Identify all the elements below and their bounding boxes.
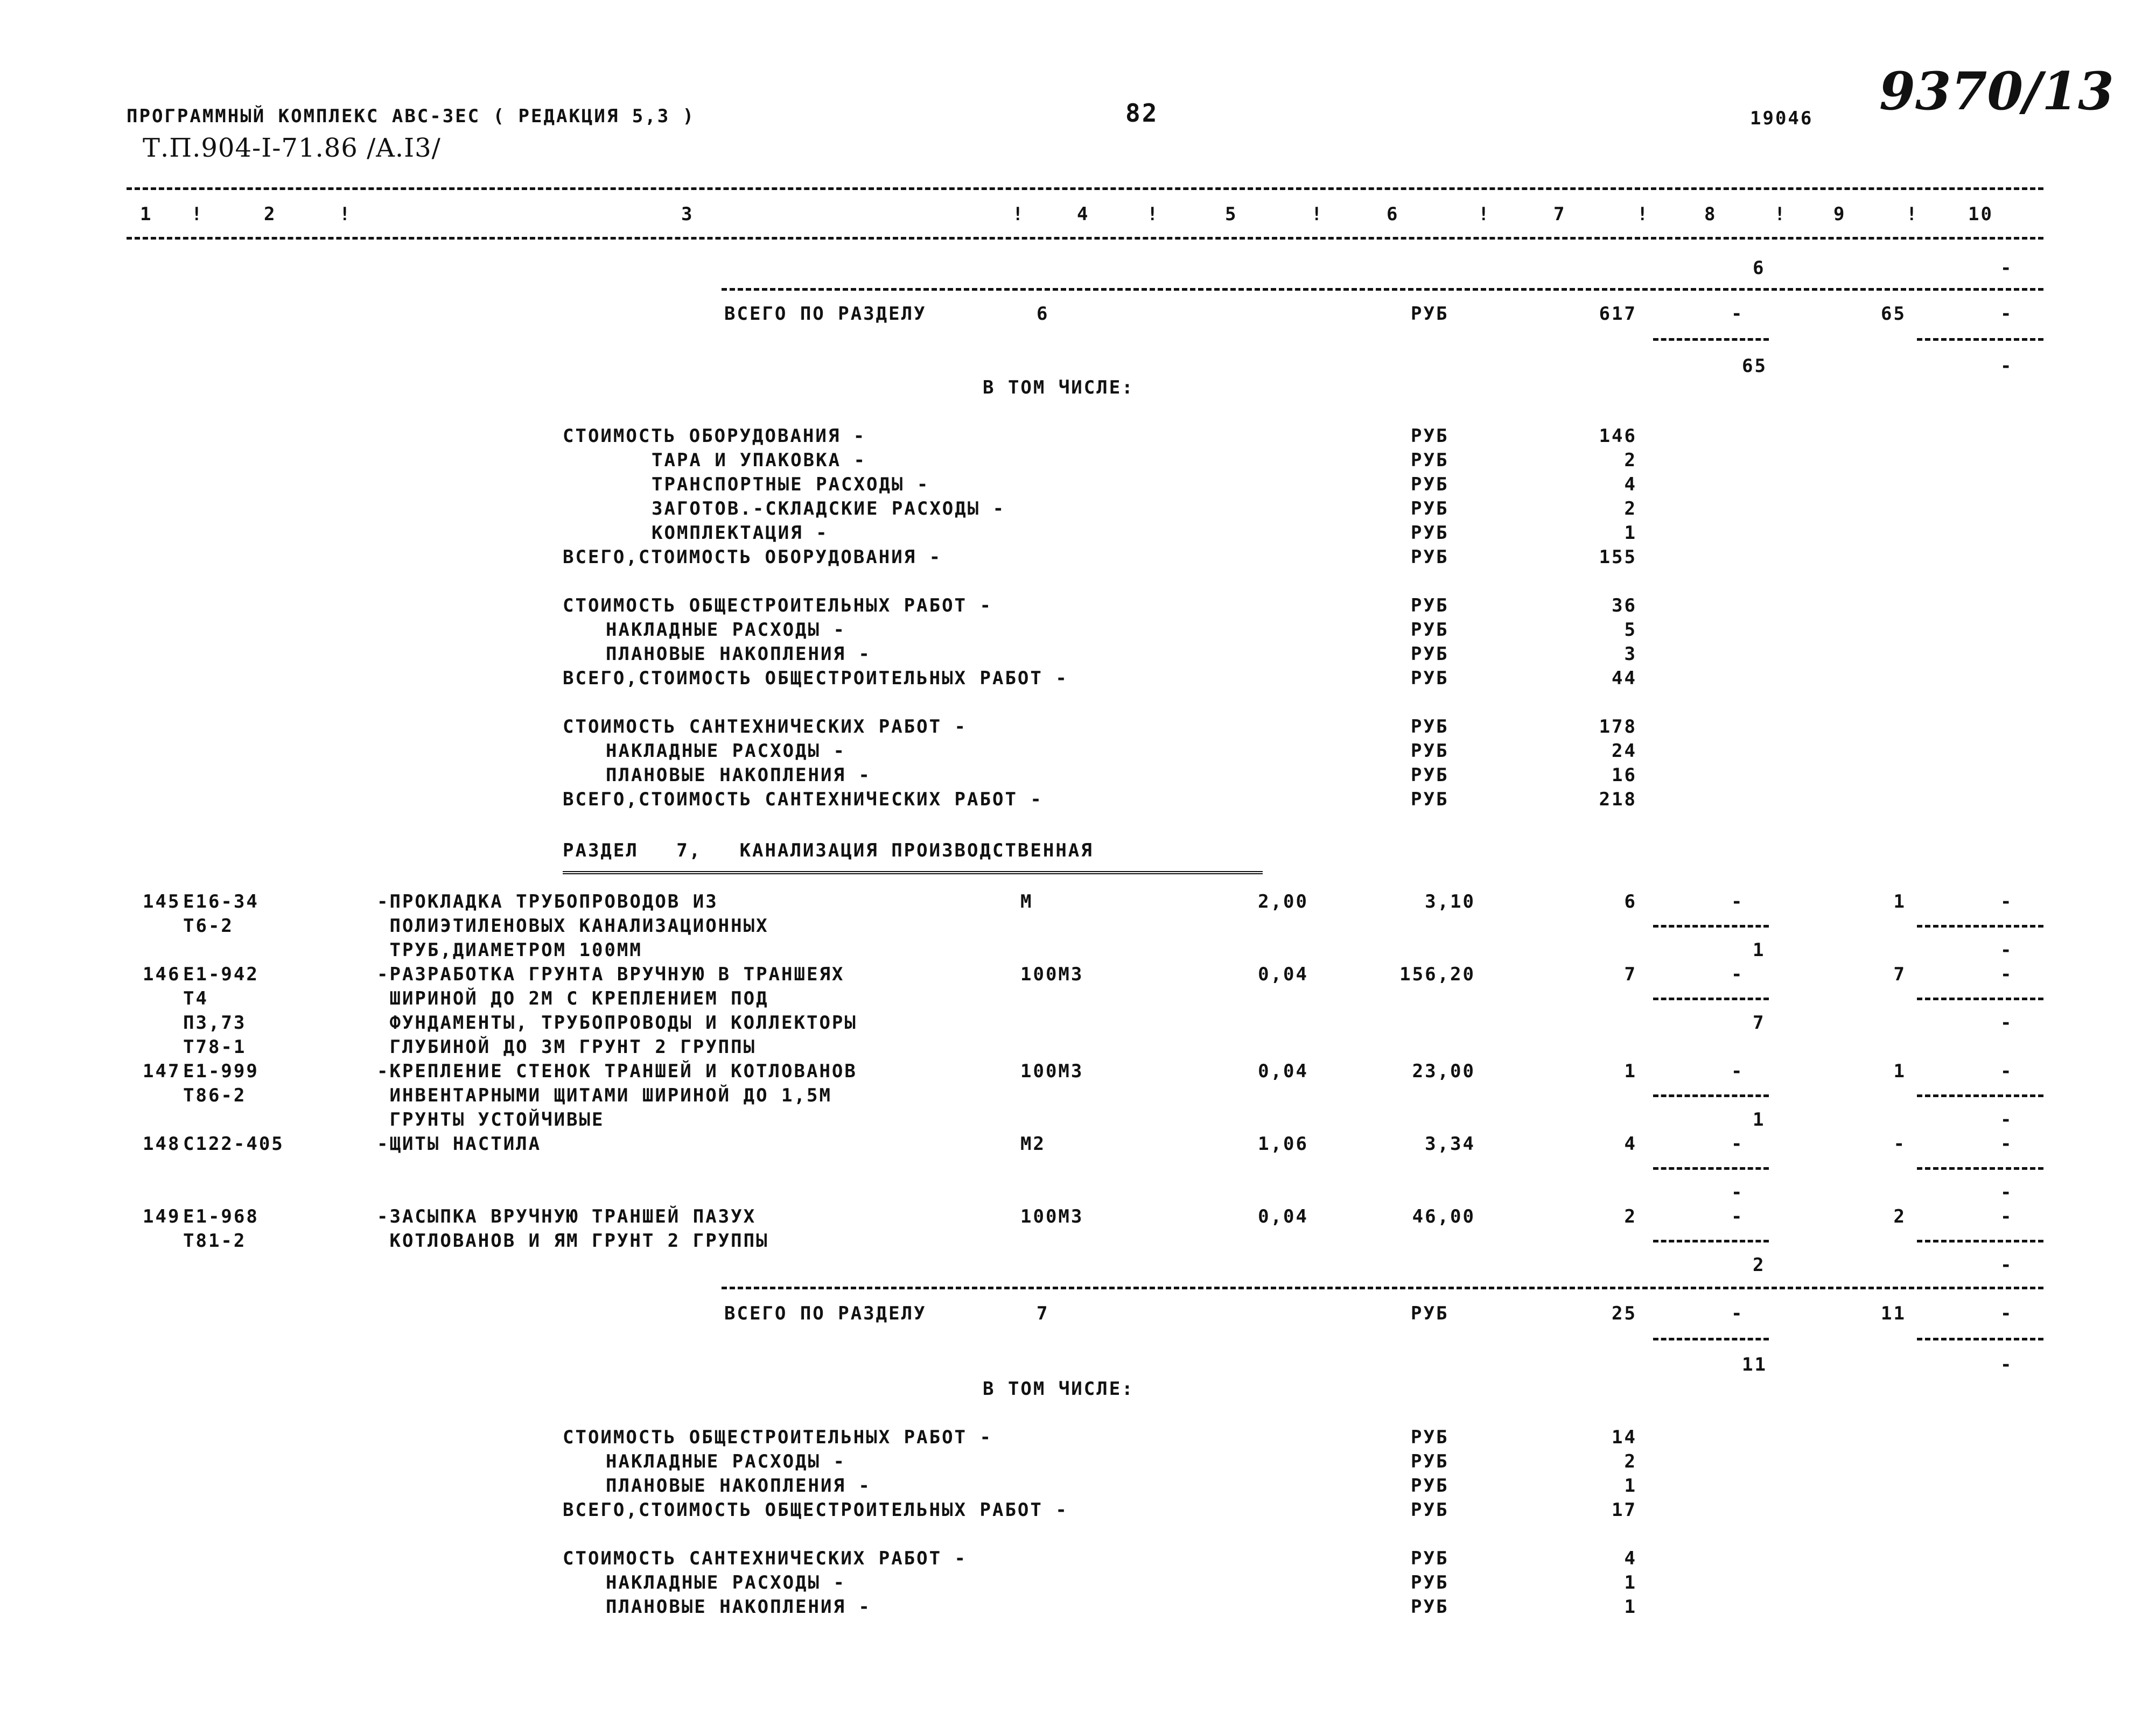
row-code: Т78-1 [183,1036,247,1058]
row-col7: 7 [1624,964,1637,985]
row-quantity: 0,04 [1258,1206,1308,1227]
sub-rule [1917,925,2043,928]
row-price: 46,00 [1412,1206,1475,1227]
row-quantity: 0,04 [1258,1061,1308,1082]
sub-rule [1653,1240,1769,1242]
s6-value: 16 [1612,764,1637,786]
col-6: 6 [1387,203,1399,225]
s6-line: ПЛАНОВЫЕ НАКОПЛЕНИЯ - [606,764,871,786]
row-col8-sub: - [1731,1182,1744,1203]
row-price: 156,20 [1399,964,1475,985]
section7-number: 7 [1037,1303,1049,1324]
row-col7: 1 [1624,1061,1637,1082]
s6-line: ПЛАНОВЫЕ НАКОПЛЕНИЯ - [606,643,871,665]
row-col9: 2 [1893,1206,1906,1227]
s7-line: НАКЛАДНЫЕ РАСХОДЫ - [606,1572,846,1593]
sub-rule [1917,998,2043,1000]
section7-unit: РУБ [1411,1303,1449,1324]
s6-line: ЗАГОТОВ.-СКЛАДСКИЕ РАСХОДЫ - [652,498,1006,519]
row-code: Е1-968 [183,1206,259,1227]
row-code: Т81-2 [183,1230,247,1252]
s6-line: НАКЛАДНЫЕ РАСХОДЫ - [606,619,846,641]
row-price: 3,34 [1425,1133,1475,1155]
sub-rule [1917,1094,2043,1097]
section7-col8-sub: 11 [1742,1354,1767,1375]
s6-line: ВСЕГО,СТОИМОСТЬ САНТЕХНИЧЕСКИХ РАБОТ - [563,789,1043,810]
row-col10-sub: - [2000,1182,2013,1203]
s6-line: СТОИМОСТЬ ОБОРУДОВАНИЯ - [563,425,866,447]
s7-unit: РУБ [1411,1427,1449,1448]
s6-line: ТАРА И УПАКОВКА - [652,450,866,471]
s7-value: 1 [1624,1572,1637,1593]
row-code: Т6-2 [183,915,234,937]
s6-unit: РУБ [1411,764,1449,786]
row-description: -ЩИТЫ НАСТИЛА [377,1133,542,1155]
row-number: 148 [143,1133,181,1155]
row-description: ТРУБ,ДИАМЕТРОМ 100ММ [377,939,642,961]
col-sep: ! [191,203,204,225]
row-quantity: 0,04 [1258,964,1308,985]
row-col10: - [2000,1206,2013,1227]
row-code: ПЗ,73 [183,1012,247,1034]
row-quantity: 2,00 [1258,891,1308,912]
s6-unit: РУБ [1411,668,1449,689]
row-col7: 2 [1624,1206,1637,1227]
section7-title: РАЗДЕЛ 7, КАНАЛИЗАЦИЯ ПРОИЗВОДСТВЕННАЯ [563,840,1094,861]
section7-total-label: ВСЕГО ПО РАЗДЕЛУ [724,1303,927,1324]
col-sep: ! [1774,203,1787,225]
s6-value: 3 [1624,643,1637,665]
section6-col8-sub: 65 [1742,355,1767,377]
row-description: ФУНДАМЕНТЫ, ТРУБОПРОВОДЫ И КОЛЛЕКТОРЫ [377,1012,857,1034]
row-unit: 100М3 [1020,1061,1084,1082]
s6-line: СТОИМОСТЬ САНТЕХНИЧЕСКИХ РАБОТ - [563,716,968,738]
s7-value: 17 [1612,1499,1637,1521]
row-code: Т4 [183,988,208,1009]
row-col9: 1 [1893,1061,1906,1082]
row-code: Е16-34 [183,891,259,912]
s7-value: 1 [1624,1596,1637,1618]
row-col9: - [1893,1133,1906,1155]
row-unit: М2 [1020,1133,1046,1155]
row-col10-sub: - [2000,1109,2013,1131]
s7-line: СТОИМОСТЬ САНТЕХНИЧЕСКИХ РАБОТ - [563,1548,968,1569]
row-col10: - [2000,891,2013,912]
row-description: -КРЕПЛЕНИЕ СТЕНОК ТРАНШЕЙ И КОТЛОВАНОВ [377,1061,857,1082]
section7-including: В ТОМ ЧИСЛЕ: [983,1378,1135,1400]
row-quantity: 1,06 [1258,1133,1308,1155]
s6-line: ВСЕГО,СТОИМОСТЬ ОБЩЕСТРОИТЕЛЬНЫХ РАБОТ - [563,668,1068,689]
s7-unit: РУБ [1411,1451,1449,1472]
sub-rule [1917,1338,2043,1340]
row-col9: 1 [1893,891,1906,912]
col-sep: ! [339,203,352,225]
s6-value: 155 [1599,546,1637,568]
row-code: С122-405 [183,1133,284,1155]
col-sep: ! [1012,203,1025,225]
row-col8: - [1731,1206,1744,1227]
row-number: 147 [143,1061,181,1082]
s6-value: 218 [1599,789,1637,810]
s6-unit: РУБ [1411,498,1449,519]
col-5: 5 [1225,203,1238,225]
s6-unit: РУБ [1411,643,1449,665]
row-description: КОТЛОВАНОВ И ЯМ ГРУНТ 2 ГРУППЫ [377,1230,769,1252]
handwritten-number: 9370/13 [1879,61,2114,122]
row-description: ГРУНТЫ УСТОЙЧИВЫЕ [377,1109,605,1131]
section6-col10-sub: - [2000,355,2013,377]
page-number: 82 [1125,99,1159,128]
s6-unit: РУБ [1411,474,1449,495]
s6-line: КОМПЛЕКТАЦИЯ - [652,522,829,544]
s7-value: 14 [1612,1427,1637,1448]
section7-col9: 11 [1881,1303,1906,1324]
section7-rule [722,1287,2043,1289]
section6-total-label: ВСЕГО ПО РАЗДЕЛУ [724,303,927,325]
project-code: Т.П.904-I-71.86 /A.I3/ [143,133,441,163]
sub-rule [1653,998,1769,1000]
document-code: 19046 [1750,108,1814,129]
carry-col8: 6 [1753,257,1766,279]
sub-rule [1653,925,1769,928]
row-col7: 4 [1624,1133,1637,1155]
row-col10-sub: - [2000,1012,2013,1034]
header-rule-top [127,187,2043,190]
row-description: -ЗАСЫПКА ВРУЧНУЮ ТРАНШЕЙ ПАЗУХ [377,1206,757,1227]
row-description: ИНВЕНТАРНЫМИ ЩИТАМИ ШИРИНОЙ ДО 1,5М [377,1085,832,1106]
col-1: 1 [140,203,153,225]
s6-value: 4 [1624,474,1637,495]
row-col8: - [1731,964,1744,985]
row-number: 146 [143,964,181,985]
row-code: Е1-999 [183,1061,259,1082]
s7-unit: РУБ [1411,1548,1449,1569]
row-description: -ПРОКЛАДКА ТРУБОПРОВОДОВ ИЗ [377,891,718,912]
col-3: 3 [681,203,694,225]
row-number: 145 [143,891,181,912]
row-col9: 7 [1893,964,1906,985]
row-col10: - [2000,1061,2013,1082]
s6-line: ТРАНСПОРТНЫЕ РАСХОДЫ - [652,474,930,495]
s6-value: 1 [1624,522,1637,544]
s7-value: 2 [1624,1451,1637,1472]
s7-line: ПЛАНОВЫЕ НАКОПЛЕНИЯ - [606,1596,871,1618]
col-4: 4 [1077,203,1090,225]
row-col8-sub: 2 [1753,1254,1766,1276]
s6-value: 2 [1624,498,1637,519]
row-col10-sub: - [2000,1254,2013,1276]
sub-rule [1653,1094,1769,1097]
s6-value: 5 [1624,619,1637,641]
s7-unit: РУБ [1411,1572,1449,1593]
row-number: 149 [143,1206,181,1227]
row-col8-sub: 7 [1753,1012,1766,1034]
row-description: ПОЛИЭТИЛЕНОВЫХ КАНАЛИЗАЦИОННЫХ [377,915,769,937]
sub-rule [1917,1167,2043,1170]
s6-value: 24 [1612,740,1637,762]
row-col10: - [2000,964,2013,985]
s6-value: 178 [1599,716,1637,738]
s7-line: ВСЕГО,СТОИМОСТЬ ОБЩЕСТРОИТЕЛЬНЫХ РАБОТ - [563,1499,1068,1521]
s6-unit: РУБ [1411,546,1449,568]
s6-value: 146 [1599,425,1637,447]
col-sep: ! [1906,203,1919,225]
section6-col8: - [1731,303,1744,325]
s6-unit: РУБ [1411,425,1449,447]
carry-col10: - [2000,257,2013,279]
row-unit: М [1020,891,1033,912]
row-col7: 6 [1624,891,1637,912]
row-col8: - [1731,1061,1744,1082]
s7-value: 1 [1624,1475,1637,1497]
section6-col7: 617 [1599,303,1637,325]
row-unit: 100М3 [1020,964,1084,985]
s6-line: НАКЛАДНЫЕ РАСХОДЫ - [606,740,846,762]
row-col8: - [1731,891,1744,912]
section6-rule [722,288,2043,291]
section7-col8: - [1731,1303,1744,1324]
section6-unit: РУБ [1411,303,1449,325]
sub-rule [1917,1240,2043,1242]
s6-unit: РУБ [1411,522,1449,544]
col-9: 9 [1833,203,1846,225]
col-sep: ! [1637,203,1650,225]
section7-col10-sub: - [2000,1354,2013,1375]
row-col8-sub: 1 [1753,1109,1766,1131]
s6-unit: РУБ [1411,740,1449,762]
section7-col7: 25 [1612,1303,1637,1324]
program-header: ПРОГРАММНЫЙ КОМПЛЕКС АВС-ЗЕС ( РЕДАКЦИЯ 5,3 ) [127,106,696,127]
s7-unit: РУБ [1411,1475,1449,1497]
s6-unit: РУБ [1411,716,1449,738]
s7-line: СТОИМОСТЬ ОБЩЕСТРОИТЕЛЬНЫХ РАБОТ - [563,1427,992,1448]
s6-value: 44 [1612,668,1637,689]
section7-title-underline [563,871,1263,874]
row-description: ШИРИНОЙ ДО 2М С КРЕПЛЕНИЕМ ПОД [377,988,769,1009]
row-code: Е1-942 [183,964,259,985]
section6-number: 6 [1037,303,1049,325]
col-sep: ! [1311,203,1324,225]
s6-unit: РУБ [1411,789,1449,810]
col-7: 7 [1553,203,1566,225]
row-unit: 100М3 [1020,1206,1084,1227]
sub-rule [1653,1338,1769,1340]
col-10: 10 [1968,203,1993,225]
section6-col10: - [2000,303,2013,325]
sub-rule [1653,1167,1769,1170]
row-description: ГЛУБИНОЙ ДО ЗМ ГРУНТ 2 ГРУППЫ [377,1036,757,1058]
row-price: 23,00 [1412,1061,1475,1082]
row-col8: - [1731,1133,1744,1155]
section6-col9: 65 [1881,303,1906,325]
col-sep: ! [1478,203,1491,225]
s6-line: СТОИМОСТЬ ОБЩЕСТРОИТЕЛЬНЫХ РАБОТ - [563,595,992,616]
col-8: 8 [1704,203,1717,225]
section7-col10: - [2000,1303,2013,1324]
s6-unit: РУБ [1411,450,1449,471]
header-rule-bottom [127,237,2043,240]
row-col8-sub: 1 [1753,939,1766,961]
col-sep: ! [1147,203,1160,225]
row-description: -РАЗРАБОТКА ГРУНТА ВРУЧНУЮ В ТРАНШЕЯХ [377,964,845,985]
s7-unit: РУБ [1411,1499,1449,1521]
s6-unit: РУБ [1411,595,1449,616]
col-2: 2 [264,203,277,225]
row-price: 3,10 [1425,891,1475,912]
section6-including: В ТОМ ЧИСЛЕ: [983,377,1135,398]
s6-unit: РУБ [1411,619,1449,641]
row-col10: - [2000,1133,2013,1155]
s7-line: ПЛАНОВЫЕ НАКОПЛЕНИЯ - [606,1475,871,1497]
s7-value: 4 [1624,1548,1637,1569]
sub-rule [1917,338,2043,341]
sub-rule [1653,338,1769,341]
row-code: Т86-2 [183,1085,247,1106]
s7-line: НАКЛАДНЫЕ РАСХОДЫ - [606,1451,846,1472]
row-col10-sub: - [2000,939,2013,961]
s6-value: 36 [1612,595,1637,616]
s6-value: 2 [1624,450,1637,471]
s7-unit: РУБ [1411,1596,1449,1618]
s6-line: ВСЕГО,СТОИМОСТЬ ОБОРУДОВАНИЯ - [563,546,942,568]
